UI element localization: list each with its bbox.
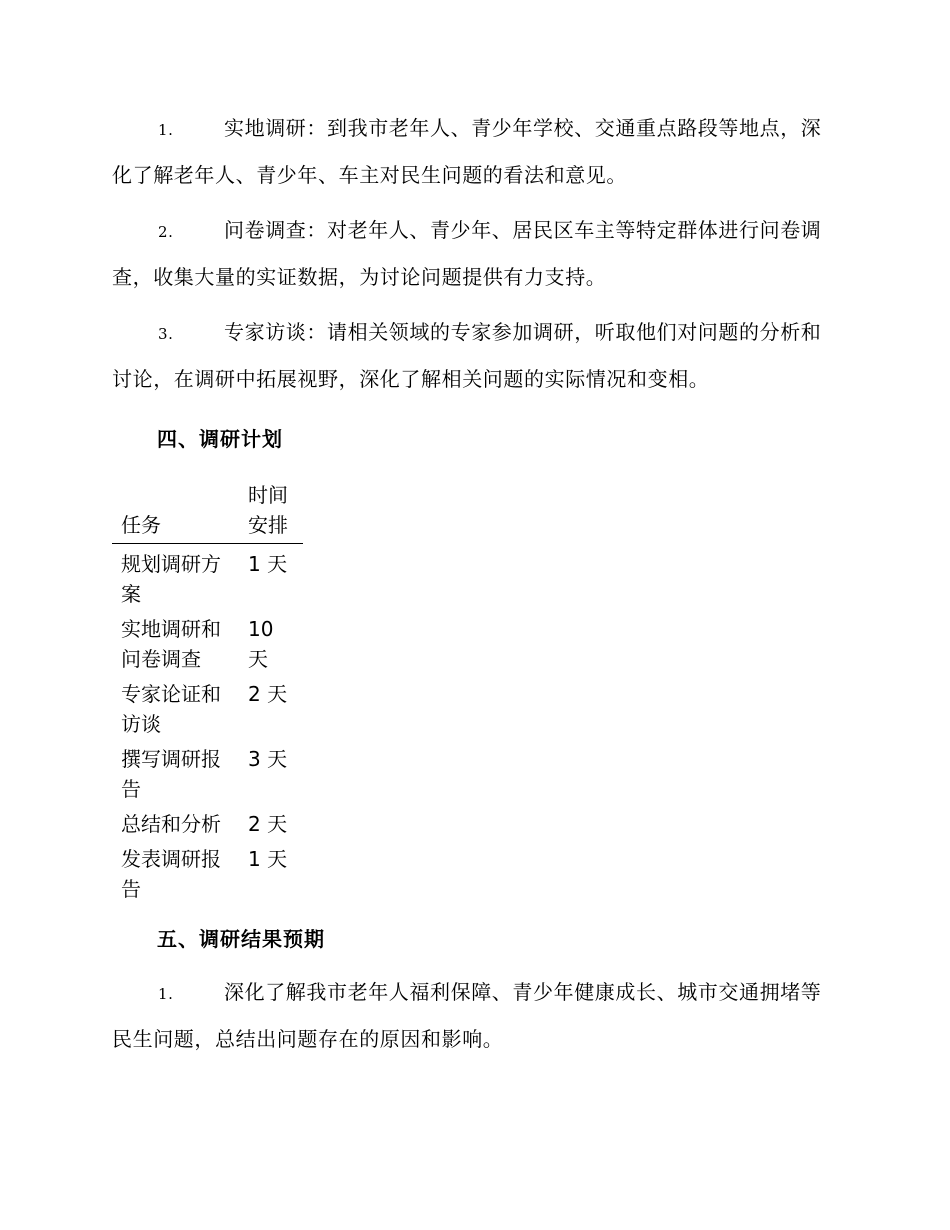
header-task: 任务	[112, 480, 239, 544]
time-cell: 2 天	[248, 682, 288, 706]
method-text: 专家访谈：请相关领域的专家参加调研，听取他们对问题的分析和讨论，在调研中拓展视野，深化了解相关问题的实际情况和变相。	[112, 320, 822, 391]
header-time: 时间安排	[239, 480, 303, 544]
task-cell: 发表调研报告	[121, 847, 221, 901]
task-cell: 规划调研方案	[121, 552, 221, 606]
table-row	[112, 609, 303, 674]
table-row	[112, 739, 303, 804]
section-heading-plan: 四、调研计划	[157, 427, 283, 451]
method-item-3	[112, 310, 834, 402]
method-text: 实地调研：到我市老年人、青少年学校、交通重点路段等地点，深化了解老年人、青少年、车主对民生问题的看法和意见。	[112, 116, 822, 187]
table-row	[112, 544, 303, 610]
time-cell: 1 天	[248, 552, 288, 576]
list-number: 2.	[158, 223, 174, 241]
task-cell: 专家论证和访谈	[121, 682, 221, 736]
table-row	[112, 839, 303, 904]
time-cell: 10 天	[248, 617, 274, 671]
method-item-1	[112, 106, 834, 198]
section-heading-results: 五、调研结果预期	[157, 927, 325, 951]
result-text: 深化了解我市老年人福利保障、青少年健康成长、城市交通拥堵等民生问题，总结出问题存在的原因和影响。	[112, 980, 822, 1051]
plan-table	[112, 480, 303, 904]
method-item-2	[112, 208, 834, 300]
task-cell: 撰写调研报告	[121, 747, 221, 801]
table-header-row	[112, 480, 303, 544]
table-row	[112, 804, 303, 839]
list-number: 3.	[158, 325, 174, 343]
time-cell: 3 天	[248, 747, 288, 771]
task-cell: 总结和分析	[121, 812, 221, 836]
result-item-1	[112, 970, 834, 1062]
task-cell: 实地调研和问卷调查	[121, 617, 221, 671]
list-number: 1.	[158, 121, 174, 139]
table-row	[112, 674, 303, 739]
time-cell: 2 天	[248, 812, 288, 836]
method-text: 问卷调查：对老年人、青少年、居民区车主等特定群体进行问卷调查，收集大量的实证数据，为讨论问题提供有力支持。	[112, 218, 822, 289]
time-cell: 1 天	[248, 847, 288, 871]
list-number: 1.	[158, 985, 174, 1003]
